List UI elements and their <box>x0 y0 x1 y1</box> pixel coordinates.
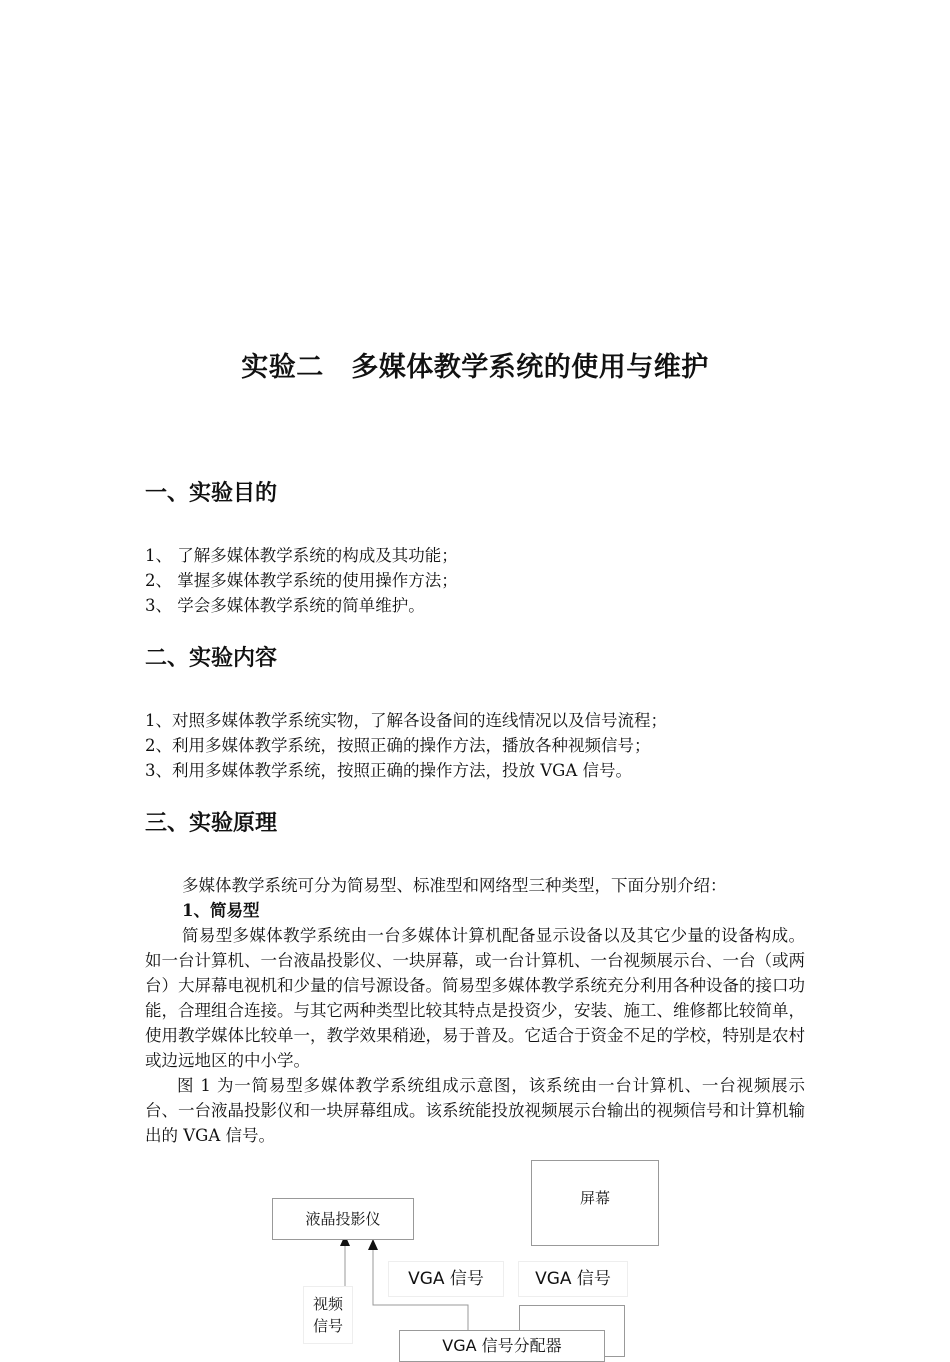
projector-box <box>272 1198 414 1240</box>
vga-splitter-label: VGA 信号分配器 <box>442 1336 562 1355</box>
paragraph-figure-description: 图 1 为一简易型多媒体教学系统组成示意图，该系统由一台计算机、一台视频展示台、一台液晶投影仪和一块屏幕组成。该系统能投放视频展示台输出的视频信号和计算机输出的 VGA 信号。 <box>145 1076 805 1145</box>
screen-label: 屏幕 <box>579 1189 610 1207</box>
list-item: 3、利用多媒体教学系统，按照正确的操作方法，投放 VGA 信号。 <box>145 761 632 780</box>
section-heading-principle: 三、实验原理 <box>145 811 278 836</box>
video-signal-label: 视频 信号 <box>303 1286 353 1344</box>
intro-paragraph: 多媒体教学系统可分为简易型、标准型和网络型三种类型，下面分别介绍： <box>182 876 727 895</box>
list-item: 2、利用多媒体教学系统，按照正确的操作方法，播放各种视频信号； <box>145 736 651 755</box>
paragraph-simple-type: 简易型多媒体教学系统由一台多媒体计算机配备显示设备以及其它少量的设备构成。如一台计算机、一台液晶投影仪、一块屏幕，或一台计算机、一台视频展示台、一台（或两台）大屏幕电视机和少量的信号源设备。简易型多媒体教学系统充分利用各种设备的接口功能，合理组合连接。与其它两种类型比较其特点是投资少，安装、施工、维修都比较简单，使用教学媒体比较单一，教学效果稍逊，易于普及。它适合于资金不足的学校，特别是农村或边远地区的中小学。 <box>145 926 805 1070</box>
projector-label: 液晶投影仪 <box>305 1210 381 1228</box>
document-title: 实验二 多媒体教学系统的使用与维护 <box>241 352 709 383</box>
section-heading-purpose: 一、实验目的 <box>145 481 278 506</box>
vga-signal-label-1: VGA 信号 <box>388 1261 504 1297</box>
screen-box <box>531 1160 659 1246</box>
vga-splitter-box <box>399 1330 605 1362</box>
list-item: 2、 掌握多媒体教学系统的使用操作方法； <box>145 571 458 590</box>
list-item: 1、 了解多媒体教学系统的构成及其功能； <box>145 546 458 565</box>
section-heading-content: 二、实验内容 <box>145 646 278 671</box>
subheading-simple: 1、简易型 <box>182 901 260 920</box>
list-item: 1、对照多媒体教学系统实物，了解各设备间的连线情况以及信号流程； <box>145 711 667 730</box>
vga-signal-label-2: VGA 信号 <box>518 1261 628 1297</box>
list-item: 3、 学会多媒体教学系统的简单维护。 <box>145 596 425 615</box>
